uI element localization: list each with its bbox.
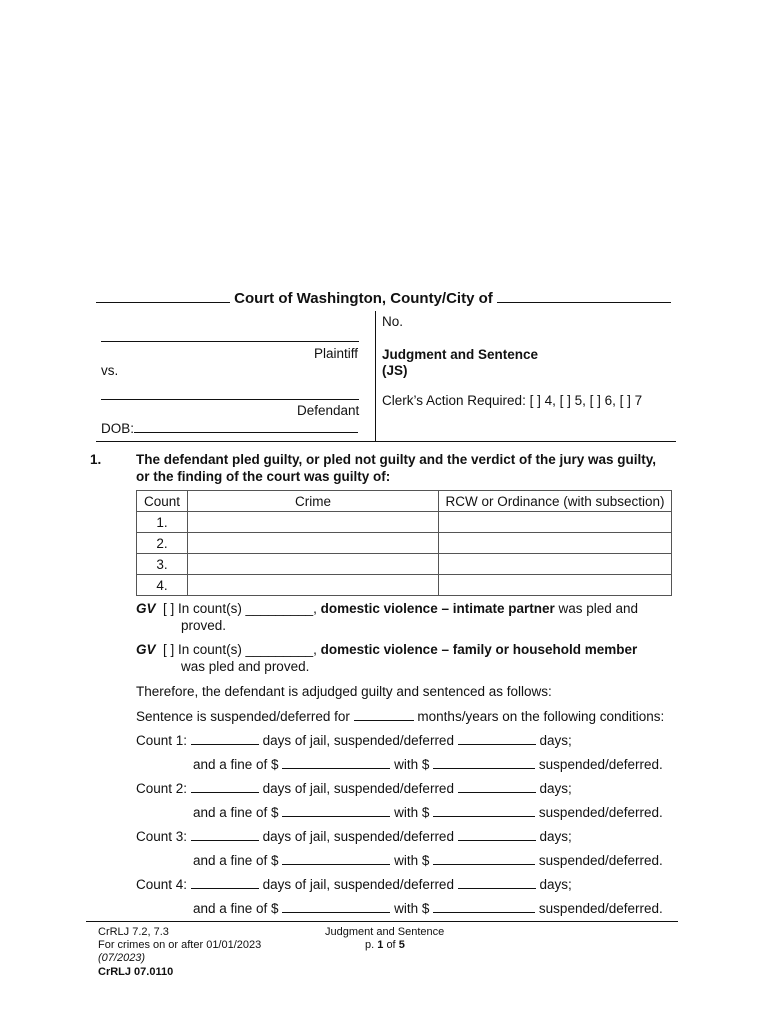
count-jail-line bbox=[136, 875, 572, 892]
suspended-days-blank[interactable] bbox=[458, 875, 536, 889]
section-heading-line1: The defendant pled guilty, or pled not guilty and the verdict of the jury was guilty, bbox=[136, 452, 657, 467]
days-text: days; bbox=[539, 781, 572, 796]
page-total: 5 bbox=[398, 939, 405, 951]
plaintiff-label: Plaintiff bbox=[314, 346, 359, 361]
fine-pre: and a fine of $ bbox=[193, 901, 279, 916]
fine-post: suspended/deferred. bbox=[538, 805, 663, 820]
table-row bbox=[137, 554, 672, 575]
fine-blank[interactable] bbox=[282, 803, 390, 817]
section-heading-line2: or the finding of the court was guilty of: bbox=[136, 469, 391, 484]
count-cell: 3. bbox=[137, 554, 188, 575]
jail-days-blank[interactable] bbox=[191, 779, 259, 793]
gv-count-text: [ ] In count(s) _________, bbox=[163, 601, 317, 616]
fine-with: with $ bbox=[394, 757, 430, 772]
county-blank-left[interactable] bbox=[96, 289, 230, 303]
count-label: Count 3: bbox=[136, 829, 188, 844]
count-label: Count 4: bbox=[136, 877, 188, 892]
count-jail-line bbox=[136, 731, 572, 748]
document-title-line1: Judgment and Sentence bbox=[382, 347, 539, 362]
crimes-table bbox=[136, 490, 672, 596]
table-row bbox=[137, 533, 672, 554]
court-title bbox=[96, 289, 671, 307]
count-cell: 1. bbox=[137, 512, 188, 533]
page-pre: p. bbox=[365, 939, 375, 951]
fine-pre: and a fine of $ bbox=[193, 757, 279, 772]
fine-suspended-blank[interactable] bbox=[433, 899, 535, 913]
crime-cell[interactable] bbox=[188, 575, 439, 596]
dob-blank[interactable] bbox=[134, 419, 358, 433]
header-crime: Crime bbox=[188, 491, 439, 512]
fine-pre: and a fine of $ bbox=[193, 805, 279, 820]
count-jail-line bbox=[136, 779, 572, 796]
footer-page-number bbox=[365, 939, 405, 951]
rcw-cell[interactable] bbox=[439, 533, 672, 554]
count-fine-line bbox=[193, 755, 663, 772]
footer-crimes-date: For crimes on or after 01/01/2023 bbox=[98, 939, 262, 951]
fine-suspended-blank[interactable] bbox=[433, 803, 535, 817]
footer-form-number: CrRLJ 07.0110 bbox=[98, 966, 174, 978]
gv-family-household[interactable] bbox=[136, 642, 637, 657]
caption-divider bbox=[375, 311, 376, 441]
caption-bottom-rule bbox=[96, 441, 676, 442]
fine-post: suspended/deferred. bbox=[538, 853, 663, 868]
jail-days-blank[interactable] bbox=[191, 875, 259, 889]
plaintiff-line[interactable] bbox=[101, 341, 359, 342]
fine-with: with $ bbox=[394, 853, 430, 868]
jail-text: days of jail, suspended/deferred bbox=[262, 829, 454, 844]
page-num: 1 bbox=[377, 939, 384, 951]
fine-suspended-blank[interactable] bbox=[433, 851, 535, 865]
days-text: days; bbox=[539, 877, 572, 892]
suspended-post: months/years on the following conditions: bbox=[417, 709, 665, 724]
header-count: Count bbox=[137, 491, 188, 512]
table-row bbox=[137, 512, 672, 533]
dob-text: DOB: bbox=[101, 421, 135, 436]
jail-text: days of jail, suspended/deferred bbox=[262, 733, 454, 748]
footer-center-title: Judgment and Sentence bbox=[325, 926, 445, 938]
therefore-text: Therefore, the defendant is adjudged guilty and sentenced as follows: bbox=[136, 684, 552, 699]
fine-blank[interactable] bbox=[282, 755, 390, 769]
document-title-line2: (JS) bbox=[382, 363, 408, 378]
days-text: days; bbox=[539, 829, 572, 844]
count-fine-line bbox=[193, 803, 663, 820]
crime-cell[interactable] bbox=[188, 533, 439, 554]
defendant-line[interactable] bbox=[101, 399, 359, 400]
footer-rule-ref: CrRLJ 7.2, 7.3 bbox=[98, 926, 169, 938]
section-number: 1. bbox=[90, 452, 102, 467]
count-cell: 4. bbox=[137, 575, 188, 596]
fine-with: with $ bbox=[394, 901, 430, 916]
suspended-days-blank[interactable] bbox=[458, 827, 536, 841]
case-number-label: No. bbox=[382, 314, 404, 329]
jail-text: days of jail, suspended/deferred bbox=[262, 781, 454, 796]
gv-tag: GV bbox=[136, 642, 156, 657]
count-jail-line bbox=[136, 827, 572, 844]
table-header-row bbox=[137, 491, 672, 512]
fine-blank[interactable] bbox=[282, 851, 390, 865]
months-blank[interactable] bbox=[354, 707, 414, 721]
county-blank-right[interactable] bbox=[497, 289, 671, 303]
count-label: Count 1: bbox=[136, 733, 188, 748]
gv-dv-type: domestic violence – intimate partner bbox=[320, 601, 555, 616]
rcw-cell[interactable] bbox=[439, 512, 672, 533]
count-cell: 2. bbox=[137, 533, 188, 554]
clerk-action-required: Clerk’s Action Required: [ ] 4, [ ] 5, [ ] 6, [ ] 7 bbox=[382, 393, 643, 408]
gv-family-household-line2: was pled and proved. bbox=[181, 659, 310, 674]
header-rcw: RCW or Ordinance (with subsection) bbox=[439, 491, 672, 512]
table-row bbox=[137, 575, 672, 596]
fine-suspended-blank[interactable] bbox=[433, 755, 535, 769]
suspended-days-blank[interactable] bbox=[458, 779, 536, 793]
fine-with: with $ bbox=[394, 805, 430, 820]
jail-text: days of jail, suspended/deferred bbox=[262, 877, 454, 892]
rcw-cell[interactable] bbox=[439, 575, 672, 596]
defendant-label: Defendant bbox=[297, 403, 360, 418]
vs-label: vs. bbox=[101, 363, 119, 378]
gv-dv-type: domestic violence – family or household member bbox=[320, 642, 638, 657]
rcw-cell[interactable] bbox=[439, 554, 672, 575]
jail-days-blank[interactable] bbox=[191, 731, 259, 745]
gv-intimate-partner[interactable] bbox=[136, 601, 638, 616]
suspended-line bbox=[136, 707, 664, 724]
gv-intimate-partner-line2: proved. bbox=[181, 618, 227, 633]
suspended-pre: Sentence is suspended/deferred for bbox=[136, 709, 350, 724]
jail-days-blank[interactable] bbox=[191, 827, 259, 841]
page-of: of bbox=[386, 939, 396, 951]
gv-post-text: was pled and bbox=[558, 601, 639, 616]
count-fine-line bbox=[193, 851, 663, 868]
gv-count-text: [ ] In count(s) _________, bbox=[163, 642, 317, 657]
count-fine-line bbox=[193, 899, 663, 916]
fine-post: suspended/deferred. bbox=[538, 901, 663, 916]
days-text: days; bbox=[539, 733, 572, 748]
dob-label bbox=[101, 419, 358, 436]
count-label: Count 2: bbox=[136, 781, 188, 796]
crime-cell[interactable] bbox=[188, 554, 439, 575]
crime-cell[interactable] bbox=[188, 512, 439, 533]
fine-pre: and a fine of $ bbox=[193, 853, 279, 868]
footer-version: (07/2023) bbox=[98, 952, 146, 964]
suspended-days-blank[interactable] bbox=[458, 731, 536, 745]
fine-blank[interactable] bbox=[282, 899, 390, 913]
footer-rule bbox=[86, 921, 678, 922]
fine-post: suspended/deferred. bbox=[538, 757, 663, 772]
court-title-text: Court of Washington, County/City of bbox=[234, 290, 493, 307]
gv-tag: GV bbox=[136, 601, 156, 616]
